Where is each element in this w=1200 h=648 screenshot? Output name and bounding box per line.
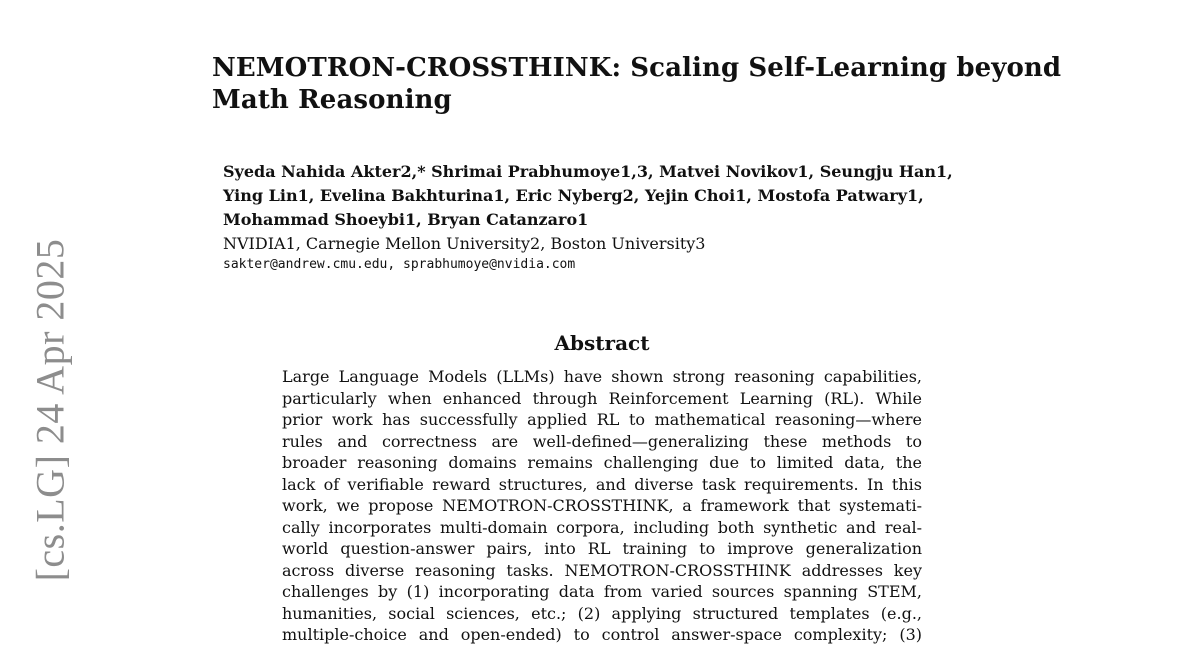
- paper-title: [212, 52, 1072, 116]
- abstract-body: [282, 366, 922, 646]
- abstract-line: rules and correctness are well-defined—generalizing these methods to: [282, 431, 922, 451]
- author-line-3: Mohammad Shoeybi1, Bryan Catanzaro1: [223, 210, 589, 229]
- abstract-line: particularly when enhanced through Reinforcement Learning (RL). While: [282, 388, 922, 408]
- abstract-line: across diverse reasoning tasks. NEMOTRON-CROSSTHINK addresses key: [282, 560, 922, 580]
- paper-title-line-1: NEMOTRON-CROSSTHINK: Scaling Self-Learning beyond: [212, 53, 1062, 83]
- abstract-line: work, we propose NEMOTRON-CROSSTHINK, a framework that systemati-: [282, 496, 922, 515]
- arxiv-stamp-text: [cs.LG] 24 Apr 2025: [27, 238, 73, 582]
- author-line-1: Syeda Nahida Akter2,* Shrimai Prabhumoye1,3, Matvei Novikov1, Seungju Han1,: [223, 162, 953, 181]
- abstract-line: multiple-choice and open-ended) to control answer-space complexity; (3): [282, 625, 922, 644]
- arxiv-identifier-stamp: [20, 190, 80, 630]
- abstract-line: prior work has successfully applied RL to mathematical reasoning—where: [282, 410, 922, 429]
- abstract-line: Large Language Models (LLMs) have shown strong reasoning capabilities,: [282, 367, 922, 386]
- author-block: [223, 160, 1072, 274]
- abstract-section: [282, 330, 922, 646]
- paper-header: [212, 52, 1072, 274]
- abstract-line: world question-answer pairs, into RL training to improve generalization: [282, 539, 922, 558]
- abstract-line: lack of verifiable reward structures, and diverse task requirements. In this: [282, 474, 922, 494]
- abstract-line: challenges by (1) incorporating data from varied sources spanning STEM,: [282, 582, 922, 601]
- contact-emails[interactable]: sakter@andrew.cmu.edu, sprabhumoye@nvidia.com: [223, 257, 576, 272]
- paper-title-line-2: Math Reasoning: [212, 85, 452, 115]
- abstract-heading: Abstract: [554, 331, 650, 355]
- abstract-line: broader reasoning domains remains challenging due to limited data, the: [282, 453, 922, 472]
- author-line-2: Ying Lin1, Evelina Bakhturina1, Eric Nyberg2, Yejin Choi1, Mostofa Patwary1,: [223, 186, 924, 205]
- abstract-line: cally incorporates multi-domain corpora, including both synthetic and real-: [282, 517, 922, 537]
- affiliations: NVIDIA1, Carnegie Mellon University2, Boston University3: [223, 234, 706, 253]
- abstract-line: humanities, social sciences, etc.; (2) applying structured templates (e.g.,: [282, 603, 922, 623]
